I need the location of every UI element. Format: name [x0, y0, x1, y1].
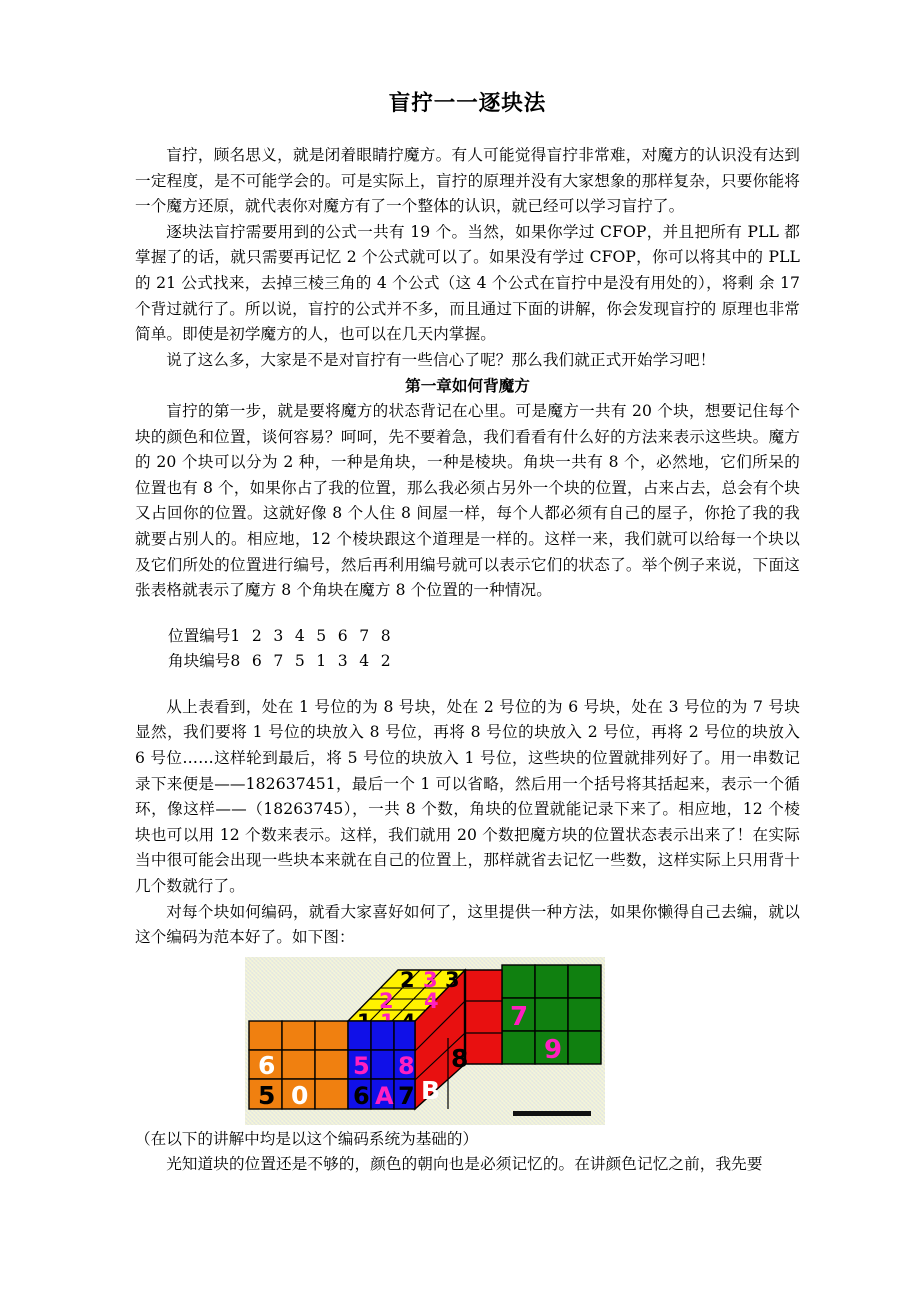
table-row-corners	[168, 649, 800, 675]
corners-digits: 8 6 7 5 1 3 4 2	[230, 652, 394, 671]
orange-sticker-5: 5	[258, 1080, 276, 1110]
figure-container	[135, 957, 800, 1125]
table-row-positions	[168, 624, 800, 650]
blue-sticker-A: A	[375, 1081, 394, 1110]
red-sticker-8: 8	[451, 1043, 469, 1073]
paragraph-intro-1: 盲拧，顾名思义，就是闭着眼睛拧魔方。有人可能觉得盲拧非常难，对魔方的认识没有达到一定程度，是不可能学会的。可是实际上，盲拧的原理并没有大家想象的那样复杂，只要你能将一个魔方还原，就代表你对魔方有了一个整体的认识，就已经可以学习盲拧了。	[135, 146, 800, 216]
paragraph-closing: 光知道块的位置还是不够的，颜色的朝向也是必须记忆的。在讲颜色记忆之前，我先要	[166, 1155, 763, 1174]
paragraph-chapter-1: 盲拧的第一步，就是要将魔方的状态背记在心里。可是魔方一共有 20 个块，想要记住每个块的颜色和位置，谈何容易？呵呵，先不要着急，我们看看有什么好的方法来表示这些块。魔方的 20 个块可以分为 2 种，一种是角块，一种是棱块。角块一共有 8 个，必然地，它们所呆的位置也有 8 个，如果你占了我的位置，那么我必须占另外一个块的位置，占来占去，总会有个块又占回你的位置。这就好像 8 个人住 8 间屋一样，每个人都必须有自己的屋子，你抢了我的我就要占别人的。相应地，12 个棱块跟这个道理是一样的。这样一来，我们就可以给每一个块以及它们所处的位置进行编号，然后再利用编号就可以表示它们的状态了。举个例子来说，下面这张表格就表示了魔方 8 个角块在魔方 8 个位置的一种情况。	[135, 401, 800, 600]
red-sticker-B: B	[421, 1075, 441, 1105]
figure-black-bar	[513, 1111, 591, 1116]
yellow-sticker-r2c1: 2	[379, 988, 394, 1013]
chapter-heading: 第一章如何背魔方	[405, 376, 530, 396]
green-sticker-9: 9	[544, 1034, 563, 1065]
yellow-sticker-r1c3: 3	[445, 967, 460, 992]
positions-label: 位置编号	[168, 626, 231, 645]
blue-sticker-8: 8	[398, 1051, 415, 1080]
blue-sticker-6: 6	[353, 1081, 370, 1110]
positions-digits: 1 2 3 4 5 6 7 8	[230, 626, 394, 645]
cube-diagram-svg	[245, 957, 605, 1125]
orange-sticker-6: 6	[258, 1050, 276, 1080]
orange-sticker-0: 0	[291, 1080, 309, 1110]
paragraph-encoding-intro: 对每个块如何编码，就看大家喜好如何了，这里提供一种方法，如果你懒得自己去编，就以这个编码为范本好了。如下图：	[135, 902, 800, 947]
yellow-sticker-r1c1: 2	[400, 967, 415, 992]
green-sticker-7: 7	[510, 1001, 529, 1032]
paragraph-intro-3: 说了这么多，大家是不是对盲拧有一些信心了呢？那么我们就正式开始学习吧！	[166, 350, 716, 369]
blue-sticker-5: 5	[353, 1051, 370, 1080]
yellow-sticker-r1c2: 3	[423, 967, 438, 992]
figure-caption: （在以下的讲解中均是以这个编码系统为基础的）	[135, 1129, 479, 1148]
paragraph-intro-2: 逐块法盲拧需要用到的公式一共有 19 个。当然，如果你学过 CFOP，并且把所有 PLL 都掌握了的话，就只需要再记忆 2 个公式就可以了。如果没有学过 CFOP，你可以将其中的 PLL 的 21 公式找来，去掉三棱三角的 4 个公式（这 4 个公式在盲拧中是没有用处的），将剩 余 17 个背过就行了。所以说，盲拧的公式并不多，而且通过下面的讲解，你会发现盲拧的 原理也非常简单。即使是初学魔方的人，也可以在几天内掌握。	[135, 222, 800, 344]
corners-label: 角块编号	[168, 652, 231, 671]
paragraph-cycle-explanation: 从上表看到，处在 1 号位的为 8 号块，处在 2 号位的为 6 号块，处在 3 号位的为 7 号块显然，我们要将 1 号位的块放入 8 号位，再将 8 号位的块放入 2 号位，再将 2 号位的块放入 6 号位……这样轮到最后，将 5 号位的块放入 1 号位，这些块的位置就排列好了。用一串数记录下来便是——182637451，最后一个 1 可以省略，然后用一个括号将其括起来，表示一个循环，像这样——（18263745），一共 8 个数，角块的位置就能记录下来了。相应地，12 个棱块也可以用 12 个数来表示。这样，我们就用 20 个数把魔方块的位置状态表示出来了！在实际当中很可能会出现一些块本来就在自己的位置上，那样就省去记忆一些数，这样实际上只用背十几个数就行了。	[135, 697, 800, 896]
rubiks-cube-figure	[245, 957, 605, 1125]
position-code-table	[135, 624, 800, 675]
yellow-sticker-r2c3: 4	[424, 988, 439, 1013]
page-title: 盲拧一一逐块法	[388, 91, 547, 116]
blue-sticker-7: 7	[398, 1081, 415, 1110]
